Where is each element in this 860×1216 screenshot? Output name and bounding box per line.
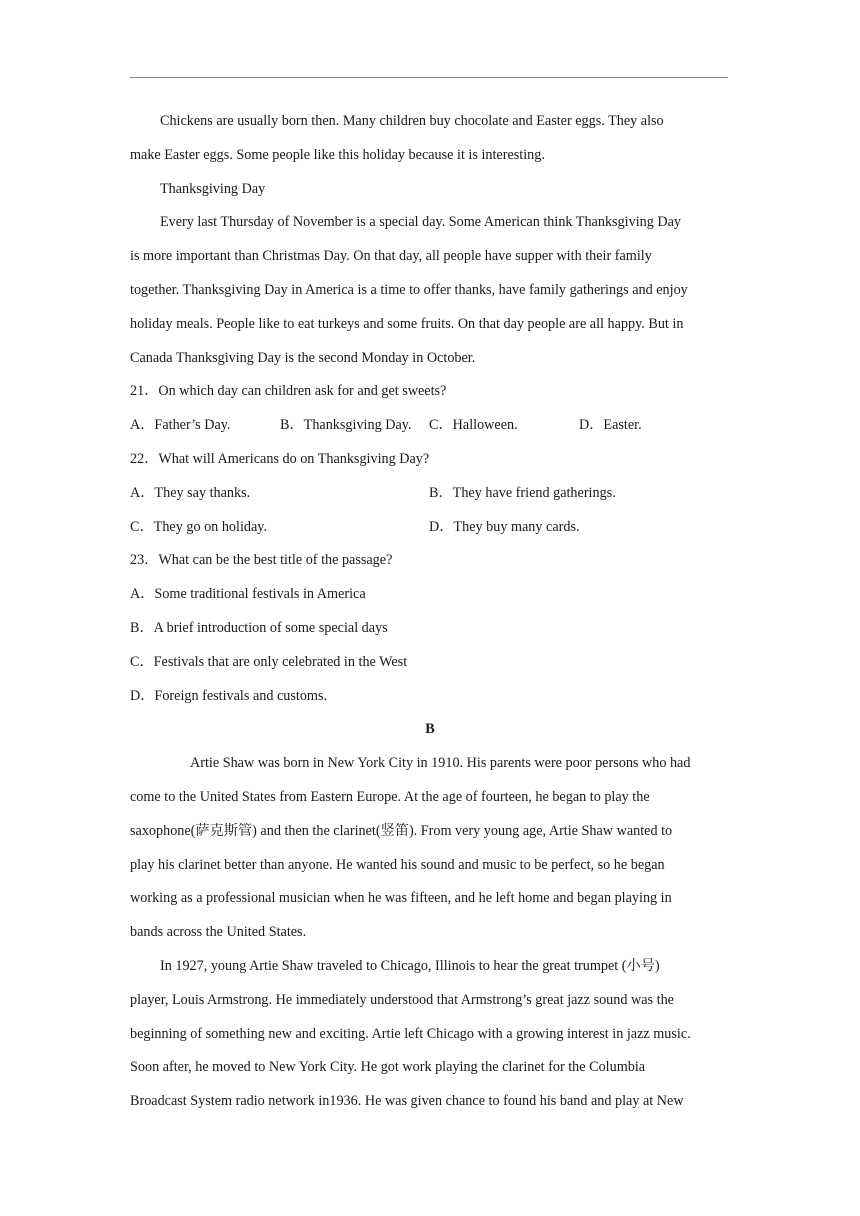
artie-paragraph-line: bands across the United States.	[130, 924, 307, 941]
section-b-heading: B	[425, 721, 435, 738]
easter-paragraph-line: Chickens are usually born then. Many children buy chocolate and Easter eggs. They also	[160, 113, 664, 129]
q21-option-d: D．Easter.	[579, 417, 642, 434]
thanksgiving-paragraph-line: together. Thanksgiving Day in America is a time to offer thanks, have family gatherings and enjoy	[130, 281, 688, 298]
q22-option-c: C．They go on holiday.	[130, 518, 267, 535]
q23-option-d: D．Foreign festivals and customs.	[130, 687, 328, 704]
question-22-options-row2	[130, 514, 730, 548]
artie-paragraph-line: come to the United States from Eastern Europe. At the age of fourteen, he began to play the	[130, 788, 650, 805]
chicago-paragraph-line: player, Louis Armstrong. He immediately understood that Armstrong’s great jazz sound was the	[130, 991, 674, 1008]
question-21-stem: 21．On which day can children ask for and get sweets?	[130, 383, 447, 400]
document-body	[130, 108, 730, 1122]
artie-paragraph-line: Artie Shaw was born in New York City in 1910. His parents were poor persons who had	[190, 755, 691, 772]
chicago-paragraph-line: Broadcast System radio network in1936. He was given chance to found his band and play at New	[130, 1093, 684, 1110]
artie-paragraph-line: saxophone(萨克斯管) and then the clarinet(竖笛). From very young age, Artie Shaw wanted to	[130, 822, 673, 839]
easter-paragraph-line: make Easter eggs. Some people like this holiday because it is interesting.	[130, 146, 545, 163]
q23-option-a: A．Some traditional festivals in America	[130, 586, 366, 603]
thanksgiving-paragraph-line: Every last Thursday of November is a special day. Some American think Thanksgiving Day	[160, 214, 682, 231]
question-22-options-row1	[130, 480, 730, 514]
header-rule	[130, 77, 728, 78]
question-22-stem: 22．What will Americans do on Thanksgiving Day?	[130, 450, 430, 467]
artie-paragraph-line: play his clarinet better than anyone. He wanted his sound and music to be perfect, so he began	[130, 856, 665, 873]
q22-option-d: D．They buy many cards.	[429, 518, 580, 535]
chicago-paragraph-line: beginning of something new and exciting. Artie left Chicago with a growing interest in jazz music.	[130, 1025, 691, 1042]
q21-option-b: B．Thanksgiving Day.	[280, 417, 412, 434]
q21-option-c: C．Halloween.	[429, 417, 518, 434]
q21-option-a: A．Father’s Day.	[130, 417, 231, 434]
q22-option-b: B．They have friend gatherings.	[429, 484, 616, 501]
chicago-paragraph-line: Soon after, he moved to New York City. He got work playing the clarinet for the Columbia	[130, 1059, 646, 1076]
question-23-stem: 23．What can be the best title of the passage?	[130, 552, 393, 569]
question-21-options	[130, 412, 730, 446]
q23-option-c: C．Festivals that are only celebrated in the West	[130, 653, 408, 670]
thanksgiving-paragraph-line: is more important than Christmas Day. On that day, all people have supper with their family	[130, 248, 652, 265]
q22-option-a: A．They say thanks.	[130, 484, 251, 501]
chicago-paragraph-line: In 1927, young Artie Shaw traveled to Chicago, Illinois to hear the great trumpet (小号)	[160, 957, 660, 974]
q23-option-b: B．A brief introduction of some special days	[130, 619, 388, 636]
artie-paragraph-line: working as a professional musician when he was fifteen, and he left home and began playing in	[130, 890, 672, 907]
thanksgiving-paragraph-line: Canada Thanksgiving Day is the second Monday in October.	[130, 349, 476, 366]
thanksgiving-heading: Thanksgiving Day	[160, 180, 266, 197]
thanksgiving-paragraph-line: holiday meals. People like to eat turkeys and some fruits. On that day people are all happy. But in	[130, 315, 684, 332]
